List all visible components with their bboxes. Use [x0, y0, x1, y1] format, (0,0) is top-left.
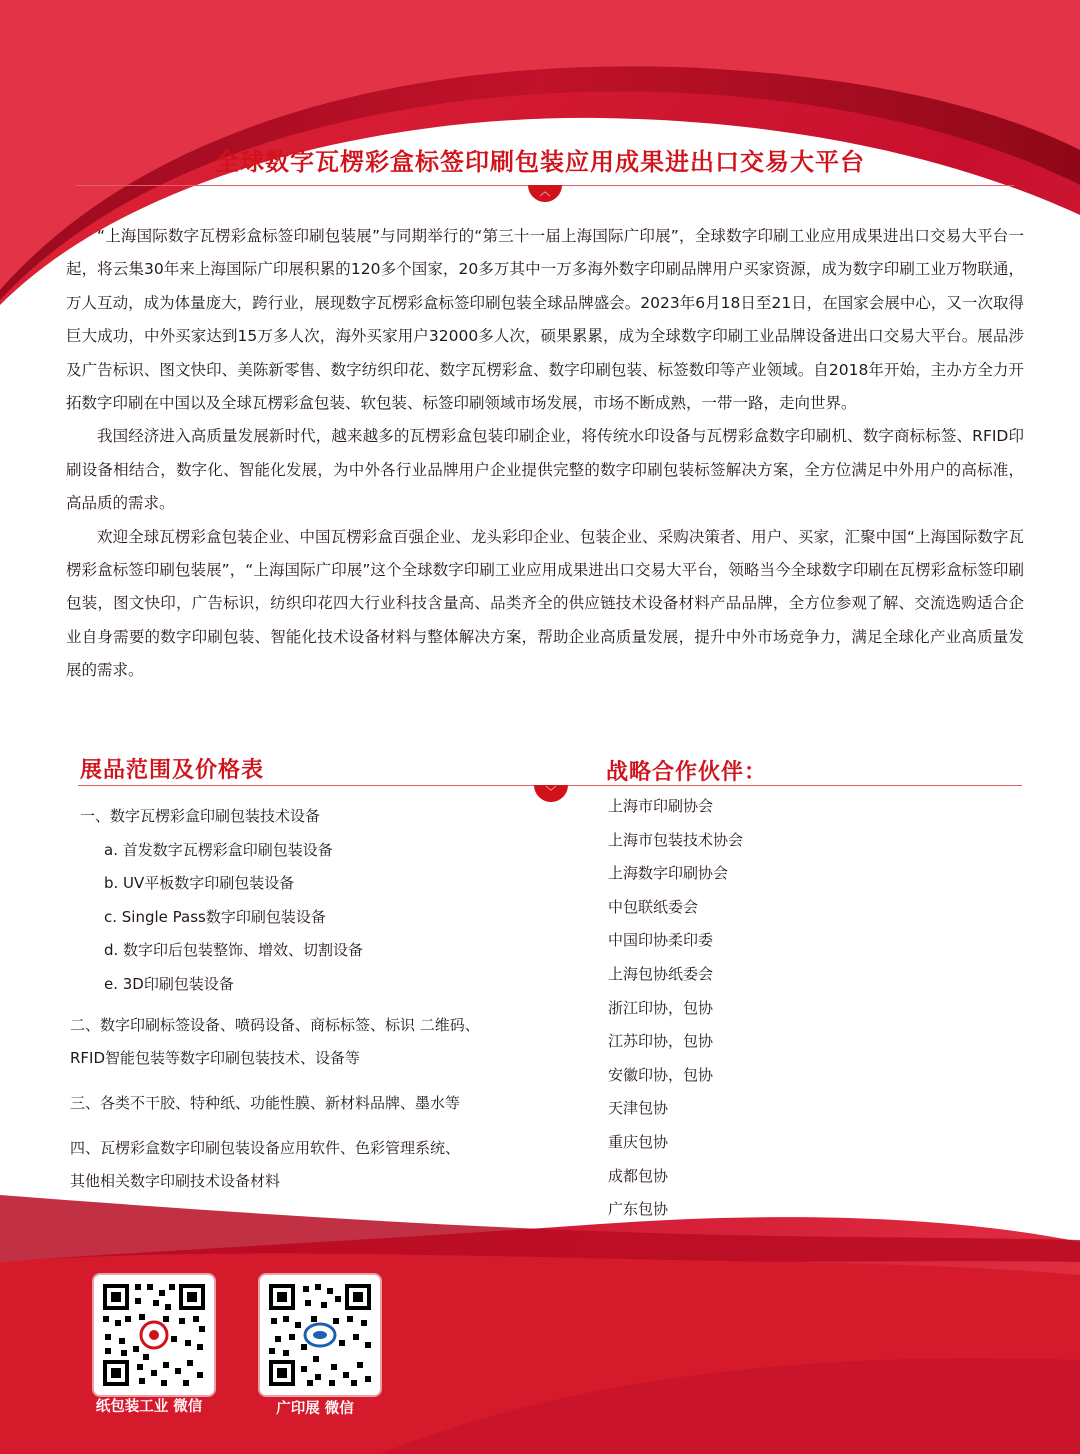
- exhibit-category: [70, 1087, 550, 1120]
- partner-item: 上海市印刷协会: [608, 797, 714, 815]
- partner-item: 重庆包协: [608, 1132, 669, 1151]
- exhibit-category-line: 四、瓦楞彩盒数字印刷包装设备应用软件、色彩管理系统、: [70, 1139, 461, 1157]
- intro-text: [66, 220, 1024, 688]
- exhibit-category: 一、数字瓦楞彩盒印刷包装技术设备: [80, 807, 321, 825]
- exhibit-category: [70, 1132, 550, 1198]
- qr-caption: 广印展 微信: [276, 1401, 354, 1417]
- partner-item: 安徽印协，包协: [608, 1065, 714, 1084]
- partner-item: 成都包协: [608, 1166, 669, 1185]
- exhibit-subitem: a. 首发数字瓦楞彩盒印刷包装设备: [104, 840, 333, 859]
- qr-code-paper-packaging[interactable]: [92, 1273, 216, 1397]
- partner-item: 天津包协: [608, 1099, 669, 1118]
- exhibit-subitem: e. 3D印刷包装设备: [104, 974, 234, 993]
- exhibits-heading: 展品范围及价格表: [80, 758, 265, 783]
- partner-list: [608, 790, 908, 1227]
- intro-paragraph: “上海国际数字瓦楞彩盒标签印刷包装展”与同期举行的“第三十一届上海国际广印展”，全球数字印刷工业应用成果进出口交易大平台一起，将云集30年来上海国际广印展积累的120多个国家，20多万其中一万多海外数字印刷品牌用户买家资源，成为数字印刷工业万物联通，万人互动，成为体量庞大，跨行业，展现数字瓦楞彩盒标签印刷包装全球品牌盛会。2023年6月18日至21日，在国家会展中心，又一次取得巨大成功，中外买家达到15万多人次，海外买家用户32000多人次，硕果累累，成为全球数字印刷工业品牌设备进出口交易大平台。展品涉及广告标识、图文快印、美陈新零售、数字纺织印花、数字瓦楞彩盒、数字印刷包装、标签数印等产业领域。自2018年开始，主办方全力开拓数字印刷在中国以及全球瓦楞彩盒包装、软包装、标签印刷领域市场发展，市场不断成熟，一带一路，走向世界。: [66, 227, 1024, 413]
- partner-item: 中国印协柔印委: [608, 931, 714, 950]
- exhibit-subitem: d. 数字印后包装整饰、增效、切割设备: [104, 941, 364, 959]
- partner-item: 浙江印协，包协: [608, 998, 714, 1017]
- intro-paragraph: 我国经济进入高质量发展新时代，越来越多的瓦楞彩盒包装印刷企业，将传统水印设备与瓦楞彩盒数字印刷机、数字商标标签、RFID印刷设备相结合，数字化、智能化发展，为中外各行业品牌用户企业提供完整的数字印刷包装标签解决方案，全方位满足中外用户的高标准，高品质的需求。: [66, 427, 1024, 513]
- intro-paragraph: 欢迎全球瓦楞彩盒包装企业、中国瓦楞彩盒百强企业、龙头彩印企业、包装企业、采购决策者、用户、买家，汇聚中国“上海国际数字瓦楞彩盒标签印刷包装展”，“上海国际广印展”这个全球数字印刷工业应用成果进出口交易大平台，领略当今全球数字印刷在瓦楞彩盒标签印刷包装，图文快印，广告标识，纺织印花四大行业科技含量高、品类齐全的供应链技术设备材料产品品牌，全方位参观了解、交流选购适合企业自身需要的数字印刷包装、智能化技术设备材料与整体解决方案，帮助企业高质量发展，提升中外市场竞争力，满足全球化产业高质量发展的需求。: [66, 527, 1024, 680]
- chevron-up-icon: ︿: [528, 185, 562, 202]
- exhibit-subitem: c. Single Pass数字印刷包装设备: [104, 907, 326, 926]
- partner-item: 上海包协纸委会: [608, 964, 714, 983]
- qr-code-icon: [265, 1280, 375, 1390]
- partner-item: 中包联纸委会: [608, 897, 699, 916]
- exhibit-category-line: 其他相关数字印刷技术设备材料: [70, 1172, 281, 1190]
- exhibit-category: [70, 1009, 550, 1075]
- exhibit-subitem: b. UV平板数字印刷包装设备: [104, 874, 295, 892]
- qr-code-icon: [99, 1280, 209, 1390]
- partner-item: 上海市包装技术协会: [608, 830, 744, 849]
- page-title: 全球数字瓦楞彩盒标签印刷包装应用成果进出口交易大平台: [215, 148, 865, 176]
- partners-heading: 战略合作伙伴：: [606, 760, 768, 785]
- qr-caption: 纸包装工业 微信: [95, 1399, 203, 1415]
- qr-code-print-expo[interactable]: [258, 1273, 382, 1397]
- exhibit-list: [70, 800, 550, 1198]
- partner-item: 广东包协: [608, 1200, 669, 1219]
- partner-item: 上海数字印刷协会: [608, 864, 729, 883]
- exhibit-category-line: RFID智能包装等数字印刷包装技术、设备等: [70, 1049, 361, 1067]
- exhibit-category-line: 二、数字印刷标签设备、喷码设备、商标标签、标识 二维码、: [70, 1016, 480, 1034]
- exhibit-category-line: 三、各类不干胶、特种纸、功能性膜、新材料品牌、墨水等: [70, 1094, 461, 1112]
- chevron-down-icon: ﹀: [534, 785, 568, 802]
- partner-item: 江苏印协，包协: [608, 1032, 714, 1051]
